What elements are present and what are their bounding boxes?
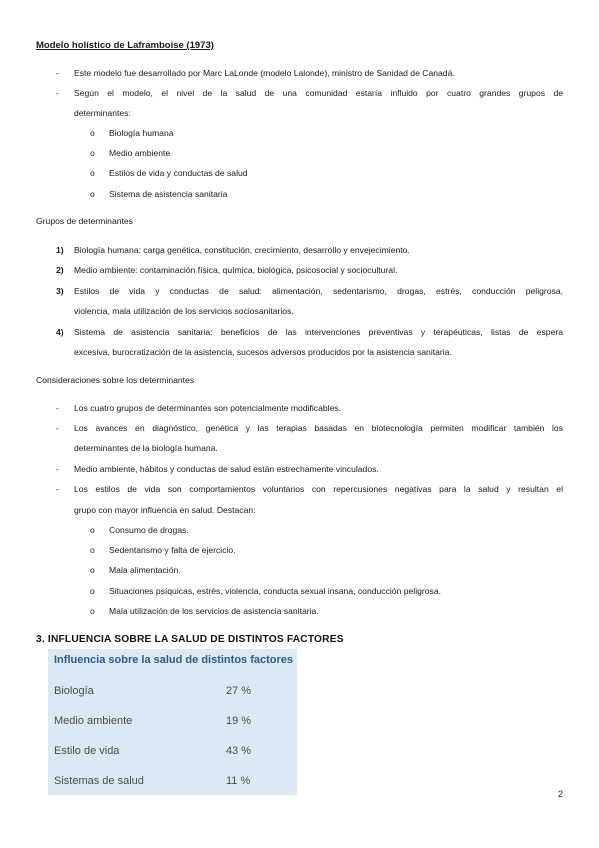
list-item (90, 586, 441, 596)
item-number: 1) (56, 245, 64, 255)
list-item (90, 525, 189, 535)
dash-bullet: - (56, 423, 59, 433)
numbered-item (56, 265, 397, 275)
consid-line: Los avances en diagnóstico, genética y las terapias basadas en biotecnología permiten modificar también los (74, 423, 563, 433)
dash-bullet: - (56, 88, 59, 98)
influence-table (48, 649, 297, 795)
item-text: Estilos de vida y conductas de salud: alimentación, sedentarismo, drogas, estrés, conducción peligrosa, (74, 286, 563, 296)
item-text: Sistema de asistencia sanitaria: beneficios de las intervenciones preventivas y terapéuticas, listas de espera (74, 327, 563, 337)
document-heading: Modelo holístico de Laframboise (1973) (36, 40, 214, 51)
list-item (90, 565, 181, 575)
list-item (90, 545, 236, 555)
list-item-text: Biología humana (109, 128, 174, 138)
list-item (90, 148, 170, 158)
table-title: Influencia sobre la salud de distintos factores (54, 654, 294, 666)
section-subheading: Consideraciones sobre los determinantes (36, 375, 195, 385)
list-item-text: Sedentarismo y falta de ejercicio. (109, 545, 236, 555)
dash-bullet: - (56, 403, 59, 413)
item-text: Biología humana: carga genética, constitución, crecimiento, desarrollo y envejecimiento. (74, 245, 410, 255)
dash-bullet: - (56, 464, 59, 474)
intro-line-2: Según el modelo, el nivel de la salud de una comunidad estaría influido por cuatro grandes grupos de (74, 88, 563, 98)
table-row-label: Estilo de vida (54, 745, 120, 757)
item-text: Medio ambiente: contaminación física, química, biológica, psicosocial y sociocultural. (74, 265, 398, 275)
section-heading: 3. INFLUENCIA SOBRE LA SALUD DE DISTINTOS FACTORES (36, 634, 344, 645)
item-number: 3) (56, 286, 64, 296)
item-number: 2) (56, 265, 64, 275)
consid-line: Medio ambiente, hábitos y conductas de salud están estrechamente vinculados. (74, 464, 379, 474)
table-row-label: Sistemas de salud (54, 775, 144, 787)
circle-bullet-icon: o (90, 128, 95, 138)
circle-bullet-icon: o (90, 565, 95, 575)
table-row-value: 19 % (226, 715, 252, 727)
item-text: violencia, mala utilización de los servicios sociosanitarios. (74, 306, 294, 316)
list-item (90, 128, 174, 138)
consid-line: grupo con mayor influencia en salud. Destacan: (74, 505, 256, 515)
table-row-label: Biología (54, 685, 94, 697)
table-row-value: 11 % (226, 775, 251, 787)
circle-bullet-icon: o (90, 545, 95, 555)
list-item-text: Sistema de asistencia sanitaria (109, 189, 228, 199)
list-item (90, 606, 319, 616)
circle-bullet-icon: o (90, 525, 95, 535)
dash-bullet: - (56, 484, 59, 494)
circle-bullet-icon: o (90, 148, 95, 158)
table-row-label: Medio ambiente (54, 715, 133, 727)
circle-bullet-icon: o (90, 189, 95, 199)
page-number: 2 (557, 789, 563, 799)
list-item-text: Mala alimentación. (109, 565, 181, 575)
item-number: 4) (56, 327, 64, 337)
list-item-text: Estilos de vida y conductas de salud (109, 168, 248, 178)
section-subheading: Grupos de determinantes (36, 216, 133, 226)
list-item (90, 189, 227, 199)
dash-bullet: - (56, 68, 59, 78)
list-item (90, 168, 248, 178)
list-item-text: Situaciones psíquicas, estrés, violencia, conducta sexual insana, conducción peligrosa. (109, 586, 442, 596)
list-item-text: Consumo de drogas. (109, 525, 189, 535)
table-row-value: 27 % (226, 685, 252, 697)
intro-line-3: determinantes: (74, 108, 131, 118)
circle-bullet-icon: o (90, 168, 95, 178)
numbered-item (56, 327, 74, 337)
list-item-text: Medio ambiente (109, 148, 171, 158)
intro-line-1: Este modelo fue desarrollado por Marc LaLonde (modelo Lalonde), ministro de Sanidad de Canadá. (74, 68, 455, 78)
circle-bullet-icon: o (90, 606, 95, 616)
item-text: excesiva, burocratización de la asistencia, sucesos adversos producidos por la asistencia sanitaria. (74, 347, 452, 357)
table-row-value: 43 % (226, 745, 252, 757)
list-item-text: Mala utilización de los servicios de asistencia sanitaria. (109, 606, 319, 616)
consid-line: determinantes de la biología humana. (74, 443, 218, 453)
consid-line: Los cuatro grupos de determinantes son potencialmente modificables. (74, 403, 342, 413)
consid-line: Los estilos de vida son comportamientos voluntarios con repercusiones negativas para la salud y resultan el (74, 484, 563, 494)
numbered-item (56, 245, 410, 255)
numbered-item (56, 286, 74, 296)
circle-bullet-icon: o (90, 586, 95, 596)
